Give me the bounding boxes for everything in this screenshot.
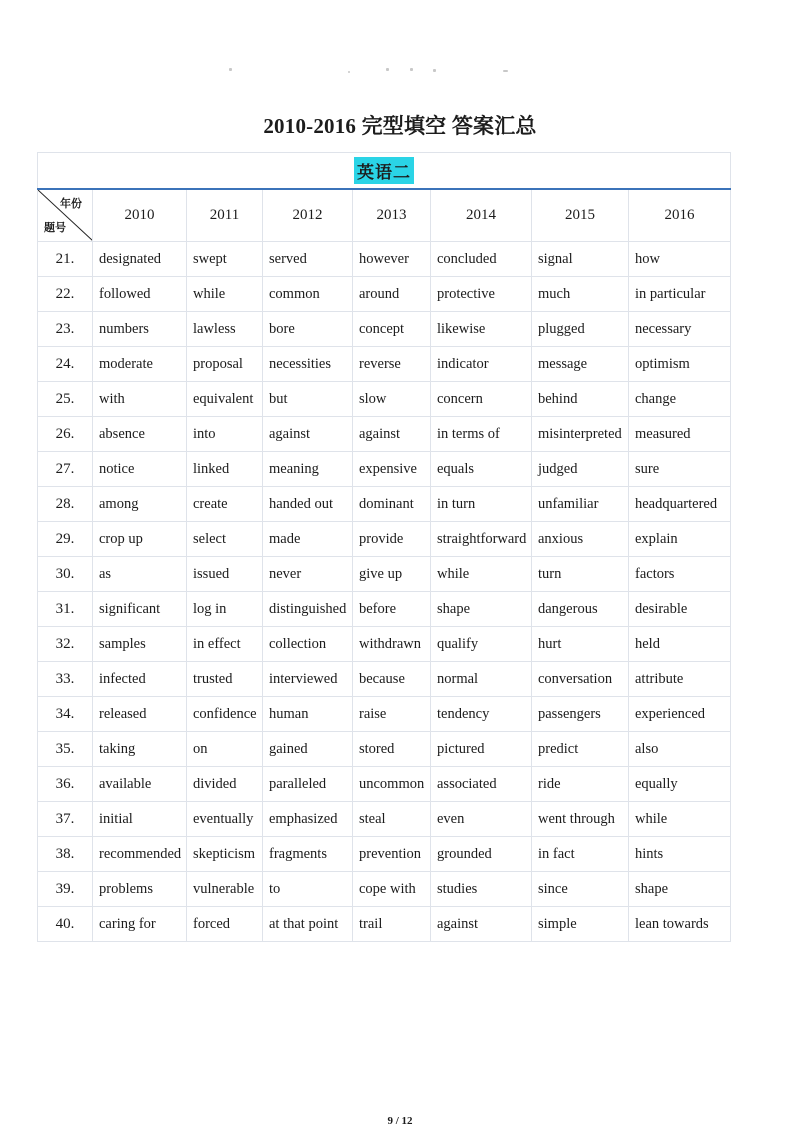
answer-cell: expensive	[353, 452, 431, 487]
question-number: 38.	[38, 837, 93, 872]
answer-cell: proposal	[187, 347, 263, 382]
answer-cell: cope with	[353, 872, 431, 907]
answer-cell: in fact	[532, 837, 629, 872]
answer-cell: log in	[187, 592, 263, 627]
table-row	[38, 872, 731, 907]
answer-cell: hurt	[532, 627, 629, 662]
answer-cell: behind	[532, 382, 629, 417]
answer-cell: never	[263, 557, 353, 592]
answer-cell: stored	[353, 732, 431, 767]
answer-cell: while	[431, 557, 532, 592]
answer-cell: passengers	[532, 697, 629, 732]
table-row	[38, 277, 731, 312]
answer-cell: significant	[93, 592, 187, 627]
answer-cell: human	[263, 697, 353, 732]
table-row	[38, 347, 731, 382]
answer-cell: as	[93, 557, 187, 592]
answer-cell: studies	[431, 872, 532, 907]
answer-cell: concern	[431, 382, 532, 417]
answer-cell: grounded	[431, 837, 532, 872]
answer-cell: emphasized	[263, 802, 353, 837]
answer-cell: provide	[353, 522, 431, 557]
answer-cell: change	[629, 382, 731, 417]
question-number: 21.	[38, 242, 93, 277]
answer-cell: judged	[532, 452, 629, 487]
answer-cell: while	[629, 802, 731, 837]
answer-cell: pictured	[431, 732, 532, 767]
answer-cell: ride	[532, 767, 629, 802]
answer-cell: slow	[353, 382, 431, 417]
answer-cell: however	[353, 242, 431, 277]
answer-cell: dominant	[353, 487, 431, 522]
answer-cell: numbers	[93, 312, 187, 347]
answer-cell: linked	[187, 452, 263, 487]
section-label: 英语二	[354, 157, 414, 184]
question-number: 30.	[38, 557, 93, 592]
table-row	[38, 557, 731, 592]
corner-label-question: 题号	[44, 221, 66, 234]
answer-cell: went through	[532, 802, 629, 837]
answer-cell: because	[353, 662, 431, 697]
answer-cell: samples	[93, 627, 187, 662]
answer-cell: anxious	[532, 522, 629, 557]
answer-cell: how	[629, 242, 731, 277]
answer-cell: interviewed	[263, 662, 353, 697]
answer-cell: confidence	[187, 697, 263, 732]
answer-cell: infected	[93, 662, 187, 697]
answer-rows	[38, 242, 731, 942]
answer-cell: protective	[431, 277, 532, 312]
table-row	[38, 522, 731, 557]
answer-cell: hints	[629, 837, 731, 872]
answer-cell: initial	[93, 802, 187, 837]
table-row	[38, 697, 731, 732]
answer-cell: give up	[353, 557, 431, 592]
question-number: 37.	[38, 802, 93, 837]
answer-cell: taking	[93, 732, 187, 767]
table-row	[38, 312, 731, 347]
answer-cell: handed out	[263, 487, 353, 522]
answer-cell: in effect	[187, 627, 263, 662]
answer-cell: gained	[263, 732, 353, 767]
answer-cell: fragments	[263, 837, 353, 872]
question-number: 33.	[38, 662, 93, 697]
answer-cell: in turn	[431, 487, 532, 522]
answer-cell: among	[93, 487, 187, 522]
answer-cell: qualify	[431, 627, 532, 662]
answer-cell: associated	[431, 767, 532, 802]
answer-cell: issued	[187, 557, 263, 592]
answer-cell: concluded	[431, 242, 532, 277]
answer-cell: moderate	[93, 347, 187, 382]
table-row	[38, 662, 731, 697]
year-header-row	[38, 189, 731, 242]
question-number: 28.	[38, 487, 93, 522]
page-title: 2010-2016 完型填空 答案汇总	[263, 114, 537, 138]
answer-cell: shape	[431, 592, 532, 627]
answer-cell: skepticism	[187, 837, 263, 872]
answer-cell: notice	[93, 452, 187, 487]
table-row	[38, 242, 731, 277]
page-number: 9 / 12	[387, 1115, 413, 1127]
answer-cell: predict	[532, 732, 629, 767]
answer-cell: divided	[187, 767, 263, 802]
answer-cell: experienced	[629, 697, 731, 732]
answer-cell: lawless	[187, 312, 263, 347]
answer-cell: but	[263, 382, 353, 417]
table-row	[38, 802, 731, 837]
answer-cell: available	[93, 767, 187, 802]
answer-cell: simple	[532, 907, 629, 942]
answer-cell: conversation	[532, 662, 629, 697]
question-number: 27.	[38, 452, 93, 487]
year-header: 2015	[532, 189, 629, 242]
question-number: 32.	[38, 627, 93, 662]
answer-cell: likewise	[431, 312, 532, 347]
answer-cell: straightforward	[431, 522, 532, 557]
answer-cell: measured	[629, 417, 731, 452]
corner-cell	[38, 189, 93, 242]
answer-cell: message	[532, 347, 629, 382]
answer-cell: equivalent	[187, 382, 263, 417]
answer-cell: in terms of	[431, 417, 532, 452]
table-row	[38, 767, 731, 802]
question-number: 31.	[38, 592, 93, 627]
answer-cell: raise	[353, 697, 431, 732]
answer-cell: in particular	[629, 277, 731, 312]
answer-cell: swept	[187, 242, 263, 277]
answer-cell: sure	[629, 452, 731, 487]
answer-cell: uncommon	[353, 767, 431, 802]
answer-cell: reverse	[353, 347, 431, 382]
answer-cell: released	[93, 697, 187, 732]
section-banner-row	[38, 153, 731, 190]
answer-cell: equals	[431, 452, 532, 487]
table-row	[38, 417, 731, 452]
answer-cell: necessities	[263, 347, 353, 382]
answer-cell: factors	[629, 557, 731, 592]
year-header: 2014	[431, 189, 532, 242]
answer-cell: while	[187, 277, 263, 312]
answer-cell: explain	[629, 522, 731, 557]
answer-cell: select	[187, 522, 263, 557]
table-row	[38, 732, 731, 767]
year-header: 2016	[629, 189, 731, 242]
answer-cell: paralleled	[263, 767, 353, 802]
answer-cell: since	[532, 872, 629, 907]
corner-label-year: 年份	[60, 197, 82, 210]
answer-cell: headquartered	[629, 487, 731, 522]
question-number: 36.	[38, 767, 93, 802]
answer-cell: before	[353, 592, 431, 627]
question-number: 23.	[38, 312, 93, 347]
answer-cell: shape	[629, 872, 731, 907]
answer-cell: meaning	[263, 452, 353, 487]
answer-cell: equally	[629, 767, 731, 802]
answer-cell: signal	[532, 242, 629, 277]
answer-cell: indicator	[431, 347, 532, 382]
answer-cell: attribute	[629, 662, 731, 697]
table-row	[38, 627, 731, 662]
answer-cell: necessary	[629, 312, 731, 347]
year-header: 2012	[263, 189, 353, 242]
year-header: 2011	[187, 189, 263, 242]
answer-cell: against	[263, 417, 353, 452]
answer-cell: recommended	[93, 837, 187, 872]
answer-cell: desirable	[629, 592, 731, 627]
question-number: 22.	[38, 277, 93, 312]
section-banner	[38, 153, 731, 190]
answer-cell: bore	[263, 312, 353, 347]
answer-cell: create	[187, 487, 263, 522]
answer-cell: prevention	[353, 837, 431, 872]
answer-cell: absence	[93, 417, 187, 452]
answer-cell: problems	[93, 872, 187, 907]
answer-cell: at that point	[263, 907, 353, 942]
answer-cell: crop up	[93, 522, 187, 557]
answer-cell: on	[187, 732, 263, 767]
answer-cell: served	[263, 242, 353, 277]
question-number: 29.	[38, 522, 93, 557]
year-header: 2013	[353, 189, 431, 242]
answer-cell: designated	[93, 242, 187, 277]
answer-cell: much	[532, 277, 629, 312]
answer-cell: normal	[431, 662, 532, 697]
answer-cell: even	[431, 802, 532, 837]
answer-cell: withdrawn	[353, 627, 431, 662]
answer-cell: eventually	[187, 802, 263, 837]
answer-cell: to	[263, 872, 353, 907]
answer-cell: against	[431, 907, 532, 942]
answer-cell: misinterpreted	[532, 417, 629, 452]
table-row	[38, 382, 731, 417]
answer-cell: held	[629, 627, 731, 662]
answer-cell: steal	[353, 802, 431, 837]
question-number: 34.	[38, 697, 93, 732]
answer-cell: tendency	[431, 697, 532, 732]
question-number: 24.	[38, 347, 93, 382]
answer-cell: lean towards	[629, 907, 731, 942]
answer-cell: turn	[532, 557, 629, 592]
answer-cell: also	[629, 732, 731, 767]
answer-cell: dangerous	[532, 592, 629, 627]
scan-specks	[0, 68, 800, 76]
answer-cell: forced	[187, 907, 263, 942]
answer-cell: distinguished	[263, 592, 353, 627]
question-number: 26.	[38, 417, 93, 452]
table-row	[38, 487, 731, 522]
answer-cell: followed	[93, 277, 187, 312]
answer-cell: unfamiliar	[532, 487, 629, 522]
answer-cell: with	[93, 382, 187, 417]
answer-cell: into	[187, 417, 263, 452]
answer-cell: collection	[263, 627, 353, 662]
question-number: 39.	[38, 872, 93, 907]
answer-cell: made	[263, 522, 353, 557]
question-number: 40.	[38, 907, 93, 942]
answer-cell: concept	[353, 312, 431, 347]
answer-cell: vulnerable	[187, 872, 263, 907]
answer-cell: trail	[353, 907, 431, 942]
answer-cell: plugged	[532, 312, 629, 347]
table-row	[38, 592, 731, 627]
table-row	[38, 837, 731, 872]
answer-table	[37, 152, 731, 942]
answer-cell: common	[263, 277, 353, 312]
answer-cell: optimism	[629, 347, 731, 382]
answer-cell: caring for	[93, 907, 187, 942]
year-header: 2010	[93, 189, 187, 242]
answer-cell: around	[353, 277, 431, 312]
answer-cell: against	[353, 417, 431, 452]
question-number: 25.	[38, 382, 93, 417]
table-row	[38, 907, 731, 942]
question-number: 35.	[38, 732, 93, 767]
table-row	[38, 452, 731, 487]
answer-cell: trusted	[187, 662, 263, 697]
